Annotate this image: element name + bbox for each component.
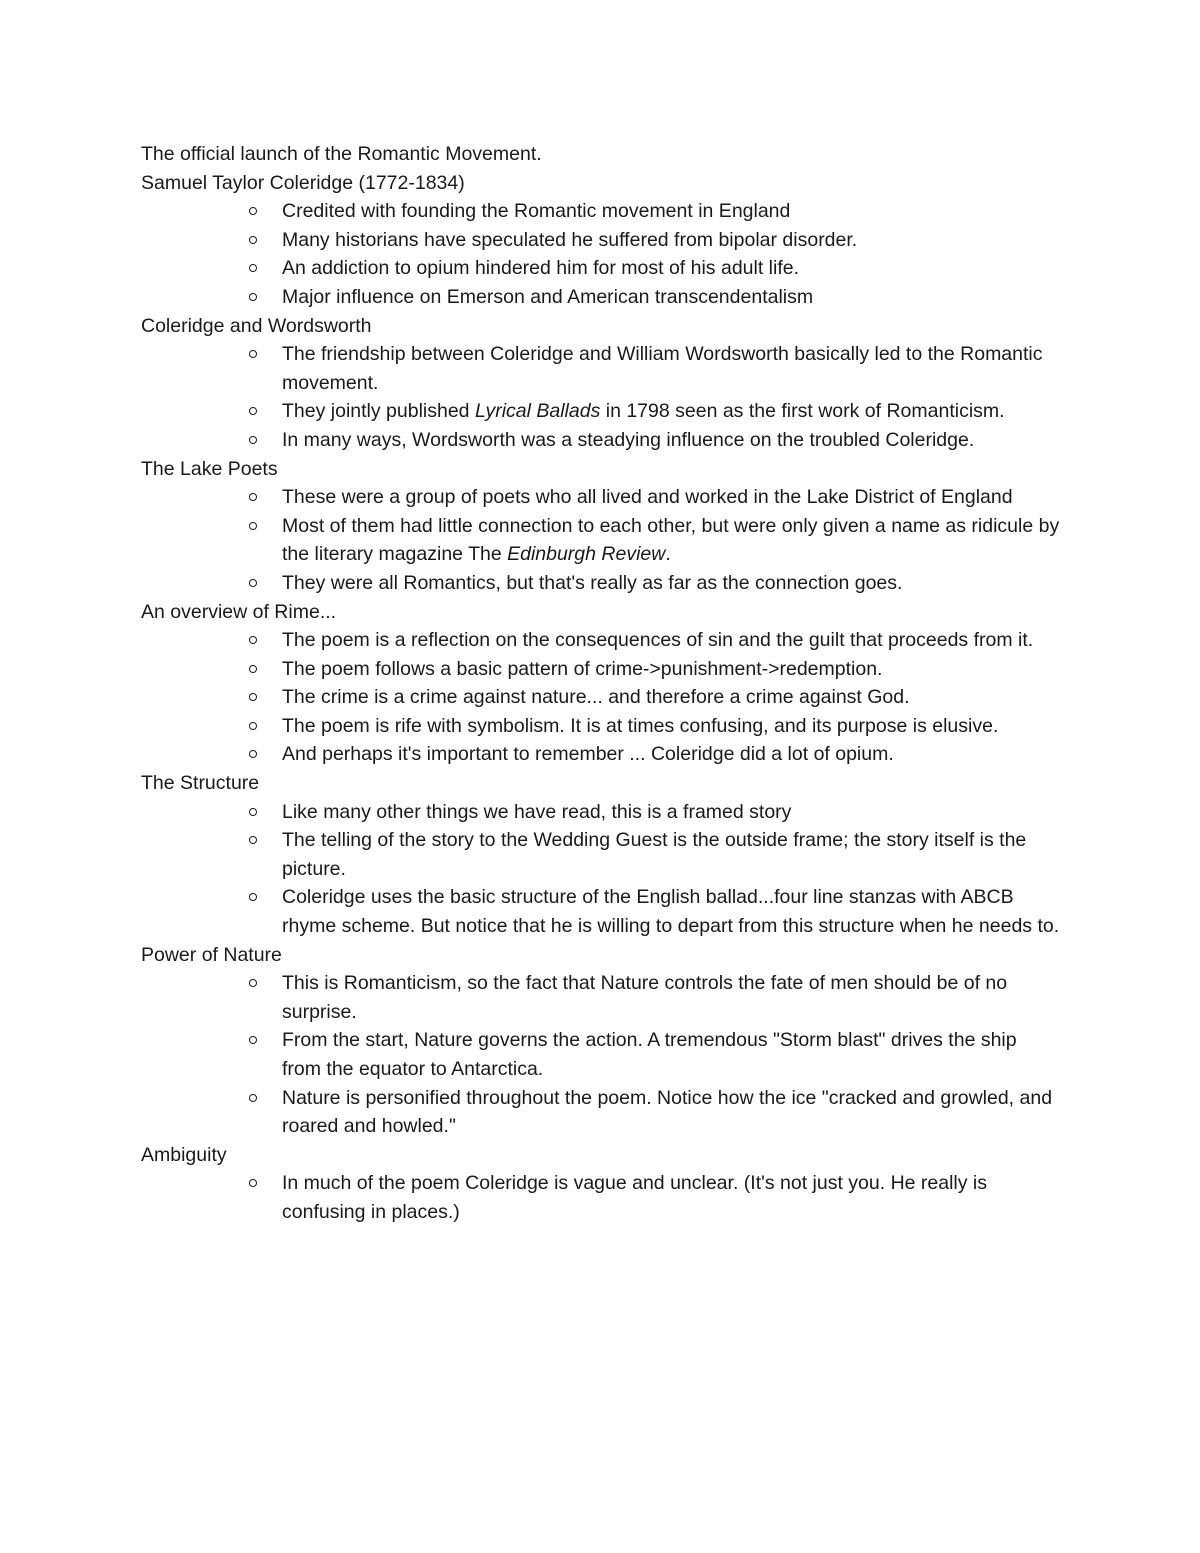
bullet-item	[282, 740, 1061, 769]
bullet-item	[282, 197, 1061, 226]
bullet-item	[282, 626, 1061, 655]
bullet-item	[282, 1084, 1061, 1141]
bullet-list	[141, 969, 1061, 1141]
bullet-text: Most of them had little connection to each other, but were only given a name as ridicule by the literary magazine The	[282, 514, 1060, 566]
bullet-text: They were all Romantics, but that's really as far as the connection goes.	[282, 571, 903, 594]
bullet-text: In much of the poem Coleridge is vague and unclear. (It's not just you. He really is confusing in places.)	[282, 1172, 988, 1223]
bullet-item	[282, 712, 1061, 741]
hollow-circle-bullet-icon	[249, 1179, 257, 1187]
bullet-text: The friendship between Coleridge and William Wordsworth basically led to the Romantic movement.	[282, 343, 1043, 394]
hollow-circle-bullet-icon	[249, 665, 257, 673]
bullet-text: This is Romanticism, so the fact that Nature controls the fate of men should be of no surprise.	[282, 972, 1008, 1023]
section-heading: Ambiguity	[141, 1143, 227, 1166]
hollow-circle-bullet-icon	[249, 579, 257, 587]
bullet-text: From the start, Nature governs the action. A tremendous "Storm blast" drives the ship from the equator to Antarctica.	[282, 1029, 1017, 1080]
bullet-item	[282, 340, 1061, 397]
bullet-text: .	[665, 543, 671, 566]
bullet-item	[282, 1026, 1061, 1083]
bullet-item	[282, 1169, 1061, 1226]
bullet-text: Coleridge uses the basic structure of the English ballad...four line stanzas with ABCB rhyme scheme. But notice that he is willing to depart from this structure when he needs to.	[282, 886, 1060, 938]
hollow-circle-bullet-icon	[249, 522, 257, 530]
hollow-circle-bullet-icon	[249, 1036, 257, 1044]
bullet-text: They jointly published	[282, 400, 475, 423]
bullet-item	[282, 283, 1061, 312]
section-heading: The Lake Poets	[141, 457, 278, 480]
bullet-text: These were a group of poets who all lived and worked in the Lake District of England	[282, 486, 1013, 509]
hollow-circle-bullet-icon	[249, 979, 257, 987]
section-heading: The Structure	[141, 772, 260, 795]
section-heading: An overview of Rime...	[141, 600, 337, 623]
bullet-text: The crime is a crime against nature... and therefore a crime against God.	[282, 686, 910, 709]
bullet-list	[141, 1169, 1061, 1226]
hollow-circle-bullet-icon	[249, 722, 257, 730]
bullet-text: The poem is a reflection on the consequences of sin and the guilt that proceeds from it.	[282, 629, 1034, 652]
hollow-circle-bullet-icon	[249, 1094, 257, 1102]
bullet-text: The telling of the story to the Wedding Guest is the outside frame; the story itself is the picture.	[282, 829, 1027, 880]
hollow-circle-bullet-icon	[249, 264, 257, 272]
italic-title: Edinburgh Review	[507, 543, 666, 566]
bullet-text: Major influence on Emerson and American transcendentalism	[282, 285, 814, 308]
bullet-item	[282, 826, 1061, 883]
bullet-text: In many ways, Wordsworth was a steadying influence on the troubled Coleridge.	[282, 428, 975, 451]
hollow-circle-bullet-icon	[249, 493, 257, 501]
bullet-item	[282, 226, 1061, 255]
hollow-circle-bullet-icon	[249, 293, 257, 301]
bullet-item	[282, 969, 1061, 1026]
section-heading: Power of Nature	[141, 943, 282, 966]
hollow-circle-bullet-icon	[249, 207, 257, 215]
hollow-circle-bullet-icon	[249, 407, 257, 415]
hollow-circle-bullet-icon	[249, 750, 257, 758]
bullet-text: The poem is rife with symbolism. It is at times confusing, and its purpose is elusive.	[282, 714, 999, 737]
bullet-list	[141, 483, 1061, 597]
sections-container	[141, 169, 1061, 1227]
hollow-circle-bullet-icon	[249, 436, 257, 444]
bullet-text: Many historians have speculated he suffered from bipolar disorder.	[282, 228, 858, 251]
bullet-item	[282, 512, 1061, 569]
bullet-text: An addiction to opium hindered him for most of his adult life.	[282, 257, 800, 280]
bullet-text: Like many other things we have read, this is a framed story	[282, 800, 792, 823]
italic-title: Lyrical Ballads	[474, 400, 601, 423]
hollow-circle-bullet-icon	[249, 236, 257, 244]
bullet-item	[282, 798, 1061, 827]
hollow-circle-bullet-icon	[249, 350, 257, 358]
document-body	[141, 140, 1061, 1227]
bullet-list	[141, 197, 1061, 311]
bullet-list	[141, 626, 1061, 769]
hollow-circle-bullet-icon	[249, 836, 257, 844]
intro-line: The official launch of the Romantic Movement.	[141, 143, 542, 165]
bullet-text: Nature is personified throughout the poem. Notice how the ice "cracked and growled, and roared and howled."	[282, 1086, 1053, 1138]
bullet-item	[282, 569, 1061, 598]
hollow-circle-bullet-icon	[249, 808, 257, 816]
bullet-item	[282, 655, 1061, 684]
hollow-circle-bullet-icon	[249, 693, 257, 701]
bullet-item	[282, 254, 1061, 283]
bullet-item	[282, 397, 1061, 426]
bullet-list	[141, 340, 1061, 454]
bullet-item	[282, 483, 1061, 512]
bullet-item	[282, 883, 1061, 940]
bullet-item	[282, 683, 1061, 712]
hollow-circle-bullet-icon	[249, 636, 257, 644]
bullet-text: The poem follows a basic pattern of crime->punishment->redemption.	[282, 657, 883, 680]
section-heading: Samuel Taylor Coleridge (1772-1834)	[141, 171, 465, 194]
hollow-circle-bullet-icon	[249, 893, 257, 901]
bullet-text: And perhaps it's important to remember ... Coleridge did a lot of opium.	[282, 743, 894, 766]
bullet-text: Credited with founding the Romantic movement in England	[282, 200, 791, 223]
bullet-item	[282, 426, 1061, 455]
section-heading: Coleridge and Wordsworth	[141, 314, 372, 337]
bullet-text: in 1798 seen as the first work of Romanticism.	[600, 400, 1005, 423]
bullet-list	[141, 798, 1061, 941]
